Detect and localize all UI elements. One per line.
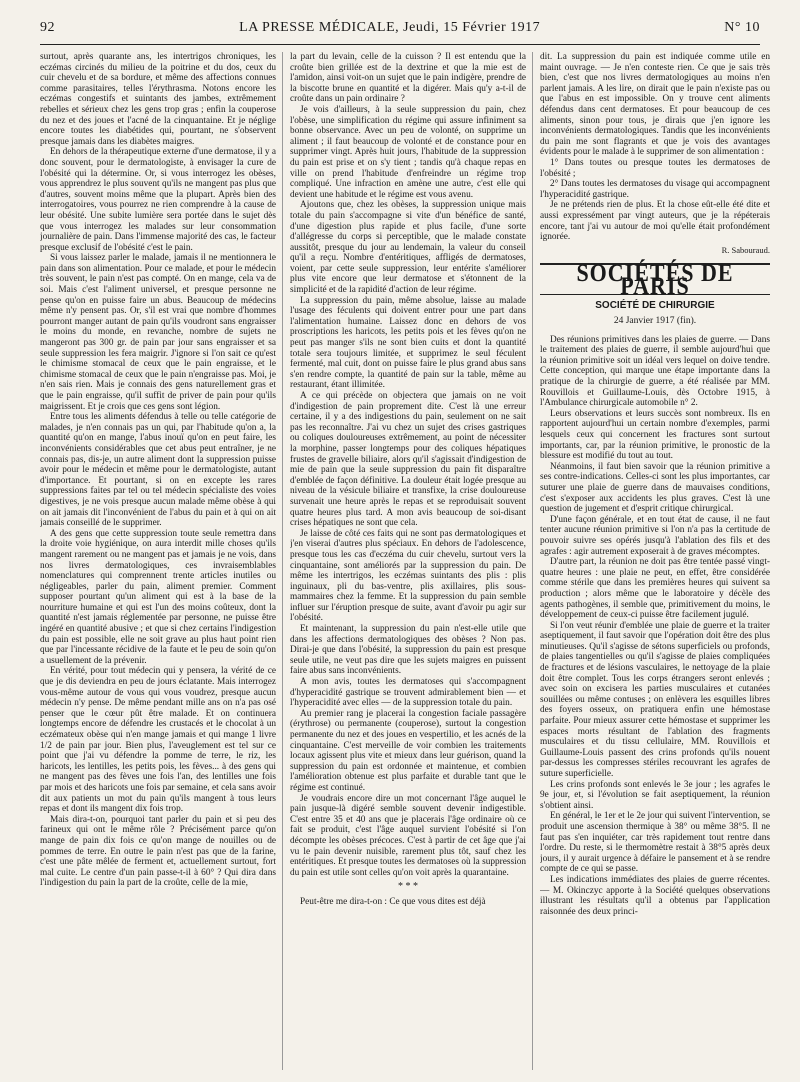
paragraph: Les indications immédiates des plaies de guerre récentes. — M. Okinczyc apporte à la Société quelques observations illustrant les résultats qu'il a obtenus par l'application raisonnée des deux princi- (540, 874, 770, 917)
paragraph: Néanmoins, il faut bien savoir que la réunion primitive a ses contre-indications. Celles-ci sont les plus importantes, car suturer une plaie de guerre dans de mauvaises conditions, c'est s'exposer aux accidents les plus graves. C'est là une question de jugement et d'esprit critique chirurgical. (540, 461, 770, 515)
paragraph: Au premier rang je placerai la congestion faciale passagère (érythrose) ou permanente (couperose), surtout la congestion permanente du nez et des joues en vespertilio, et les acnés de la cinquantaine. C'est merveille de voir combien les traitements locaux agissent plus vite et mieux dans leur guérison, quand la suppression du pain est ordonnée et maintenue, et combien l'amélioration obtenue est plus parfaite et durable tant que le régime est continué. (290, 708, 526, 793)
page-number: 92 (40, 20, 55, 35)
paragraph: Si vous laissez parler le malade, jamais il ne mentionnera le pain dans son alimentation. Pour ce malade, et pour le médecin très souvent, le pain n'est pas compté. On en mange, cela va de soi. Mais c'est l'aliment universel, et presque personne ne pense qu'on en puisse faire un abus. Beaucoup de médecins même n'y pensent pas. Or, s'il est vrai que nombre d'hommes pourront manger autant de pain qu'ils voudront sans engraisser le moins du monde, en revanche, nombre de sujets ne mangeront pas 300 gr. de pain par jour sans engraisser et sa seule suppression les fera maigrir. J'ignore si l'on sait ce qu'est le chimisme stomacal de ceux que le pain engraisse, et le chimisme stomacal de ceux que le pain n'engraisse pas. Moi, je n'en sais rien. Mais je connais des gens naturellement gras et que le pain engraisse, qu'il suffit de priver de pain pour qu'ils maigrissent. Et je crois que ces gens sont légion. (40, 253, 276, 412)
paragraph: Et maintenant, la suppression du pain n'est-elle utile que dans les affections dermatologiques des obèses ? Non pas. Dirai-je que dans l'obésité, la suppression du pain est presque seule utile, ne veut pas dire que les sujets maigres en puissent faire abus sans inconvénients. (290, 624, 526, 677)
paragraph: A ce qui précède on objectera que jamais on ne voit d'indigestion de pain proprement dite. C'est là une erreur certaine, il y a des indigestions du pain, seulement on ne sait pas les reconnaître. J'ai vu chez un sujet des crises gastriques ou coliques douloureuses extrêmement, au point de nécessiter la morphine, passer longtemps pour des coliques hépatiques frustes de gravelle biliaire, alors qu'il s'agissait d'indigestion de mie de pain que la seule suppression du pain fit disparaître d'emblée de façon définitive. La douleur était logée presque au niveau de la vésicule biliaire et transfixe, la crise douloureuse survenait une heure après le repas et se reproduisait souvent quatre heures plus tard. A mon avis beaucoup de soi-disant crises hépatiques ne sont que cela. (290, 391, 526, 529)
paragraph: Ajoutons que, chez les obèses, la suppression unique mais totale du pain s'accompagne si vite d'un bénéfice de santé, d'une digestion plus rapide et plus facile, d'une sorte d'allégresse du corps si perceptible, que le malade constate aussitôt, presque du jour au lendemain, la valeur du conseil qu'il a reçu. Nombre d'entéritiques, affligés de dermatoses, voient, par cette seule suppression, leur entérite s'améliorer plus vite encore que leur dermatose et s'étonnent de la simplicité et de la rapidité d'action de leur régime. (290, 200, 526, 296)
paragraph: Les crins profonds sont enlevés le 3e jour ; les agrafes le 9e jour, et, si l'évolution se fait aseptiquement, la réunion s'obtient ainsi. (540, 779, 770, 811)
paragraph: En dehors de la thérapeutique externe d'une dermatose, il y a donc souvent, pour le dermatologiste, à envisager la cure de l'obésité qui la détermine. Or, si vous interrogez les obèses, vous apprendrez le plus souvent qu'ils ne mangent pas plus que d'autres, souvent moins même que la plupart. Après bien des interrogatoires, vous pourrez ne rien comprendre à la cause de leur obésité. Une subite lumière sera portée dans le sujet dès que vous interrogez les malades sur leur consommation journalière de pain. Dans l'immense majorité des cas, le facteur presque exclusif de l'obésité c'est le pain. (40, 147, 276, 253)
column-separator (282, 52, 283, 1070)
paragraph: En vérité, pour tout médecin qui y pensera, la vérité de ce que je dis deviendra en peu de jours éclatante. Mais interrogez vous-même autour de vous qui vous voudrez, presque aucun médecin n'y pense. De même pendant mille ans on n'a pas osé penser que le cœur pût être malade. Et on continuera longtemps encore de défendre les crustacés et le chocolat à un eczémateux obèse qui n'en mange jamais et qui mange 1 livre 1/2 de pain par jour. Bien plus, l'aveuglement est tel sur ce point que j'ai vu défendre la pomme de terre, le riz, les haricots, les lentilles, les petits pois, les fèves... à des gens qui ne mangent pas des fèves une fois l'an, des lentilles une fois par mois et des haricots une fois par semaine, et cela sans avoir dit aux patients un mot du pain qu'ils mangent à tous leurs repas et dont ils mangent dix fois trop. (40, 666, 276, 815)
subsection-title: SOCIÉTÉ DE CHIRURGIE (595, 300, 715, 312)
section-title: SOCIÉTÉS DE PARIS (576, 258, 734, 300)
paragraph: Entre tous les aliments défendus à telle ou telle catégorie de malades, je n'en connais pas un qui, par l'habitude qu'on a, la quantité qu'on en mange, l'abus inouï qu'on en peut faire, les inconvénients considérables que cet abus peut entraîner, je ne connais pas, dis-je, un autre aliment dont la suppression puisse avoir pour le médecin et même pour le dermatologiste, autant d'importance. Et pourtant, si on en excepte les rares suppressions faites par tel ou tel médecin spécialiste des voies digestives, je ne vois presque aucun malade même obèse à qui on ait jamais dit l'inconvénient de l'abus du pain et à qui on ait jamais conseillé de le supprimer. (40, 412, 276, 529)
paragraph: A des gens que cette suppression toute seule remettra dans la droite voie hygiénique, on aura interdit mille choses qu'ils mangent rarement ou ne mangent pas et jamais je ne vois, dans nos livres dermatologiques, ces invraisemblables nomenclatures qui comprennent trente articles inutiles ou négligeables, parler du pain, aliment premier. Comment supposer pourtant qu'un aliment qui est à la base de la nourriture humaine et qui est l'un des moins coûteux, dont la quantité n'est jamais réglementée par personne, ne puisse être ingéré en quantité abusive ; et que si chez certains l'indigestion du pain est possible, elle ne soit grave au plus haut point rien que par l'incessante récidive de la faute et le peu de soin qu'on a usuellement de la prévenir. (40, 528, 276, 666)
issue-number: N° 10 (724, 20, 760, 35)
header-rule (40, 44, 760, 45)
column-separator (532, 52, 533, 1070)
paragraph: Je ne prétends rien de plus. Et la chose eût-elle été dite et aussi expressément par vingt auteurs, que je la répéterais encore, tant j'ai vu autour de moi qu'elle était profondément ignorée. (540, 200, 770, 243)
paragraph: Je vois d'ailleurs, à la seule suppression du pain, chez l'obèse, une simplification du régime qui assure infiniment sa bonne observance. Avec un peu de volonté, on supprime un aliment ; il faut beaucoup de volonté et de constance pour en supprimer vingt. Après huit jours, l'habitude de la suppression du pain est prise et on s'y tient ; tandis qu'à chaque repas en ville on prend l'habitude d'enfreindre un régime trop compliqué. Une infraction en amène une autre, c'est elle qui devient une habitude et le régime est vous avenu. (290, 104, 526, 200)
column-2 (290, 52, 526, 1070)
paragraph: Des réunions primitives dans les plaies de guerre. — Dans le traitement des plaies de guerre, il semble aujourd'hui que la réunion primitive soit un idéal vers lequel on doive tendre. Cette conception, qui marque une étape importante dans la pratique de la chirurgie de guerre, a été réalisée par MM. Rouvillois et Guillaume-Louis, dès Octobre 1915, à l'Ambulance chirurgicale automobile n° 2. (540, 334, 770, 409)
journal-title: LA PRESSE MÉDICALE, Jeudi, 15 Février 1917 (239, 20, 541, 35)
paragraph: A mon avis, toutes les dermatoses qui s'accompagnent d'hyperacidité gastrique se trouvent admirablement bien — et l'hyperacidité avec elles — de la suppression totale du pain. (290, 677, 526, 709)
page-header (40, 20, 760, 42)
paragraph: D'une façon générale, et en tout état de cause, il ne faut tenter aucune réunion primitive si l'on n'a pas la certitude de pouvoir suivre ses opérés jusqu'à l'ablation des fils et des agrafes : agir autrement exposerait à de graves mécomptes. (540, 514, 770, 557)
paragraph: Je voudrais encore dire un mot concernant l'âge auquel le pain jusque-là digéré semble souvent devenir indigestible. C'est entre 35 et 40 ans que je placerais l'âge ordinaire où ce fait se produit, c'est l'âge auquel survient l'obésité si l'on décompte les obèses précoces. C'est à partir de cet âge que j'ai vu le pain devenir nuisible, rarement plus tôt, sauf chez les entéritiques. Et presque toutes les dermatoses où la suppression du pain est utile sont celles qu'on voit après la quarantaine. (290, 793, 526, 878)
paragraph: En général, le 1er et le 2e jour qui suivent l'intervention, se produit une ascension thermique à 38° ou même 38°5. Il ne faut pas s'en inquiéter, car très rapidement tout rentre dans l'ordre. Du reste, si le thermomètre restait à 38°5 après deux jours, il y aurait urgence à défaire le pansement et à se rendre compte de ce qui se passe. (540, 811, 770, 875)
paragraph: Peut-être me dira-t-on : Ce que vous dites est déjà (300, 896, 486, 907)
session-date: 24 Janvier 1917 (fin). (613, 316, 697, 327)
paragraph: La suppression du pain, même absolue, laisse au malade l'usage des féculents qui doivent entrer pour une part dans l'alimentation humaine. Laissez donc en dehors de vos proscriptions les haricots, les petits pois et les fèves qu'on ne peut pas manger s'ils ne sont bien cuits et dont la quantité totale sera toujours limitée, et supprimez le seul féculent fermenté, mal cuit, dont on puisse faire le plus grand abus sans s'en rendre compte, la quantité de pain sur la table, même au restaurant, étant illimitée. (290, 295, 526, 391)
paragraph: Je laisse de côté ces faits qui ne sont pas dermatologiques et j'en viserai d'autres plus spéciaux. En dehors de l'adolescence, presque tous les cas d'eczéma du cuir chevelu, surtout vers la cinquantaine, sont améliorés par la suppression du pain. De même les intertrigos, les eczémas suintants des plis : plis inguinaux, pli du bas-ventre, plis axillaires, plis sous-mammaires chez la femme. Et la suppression du pain semble influer sur l'éruption presque de suite, avant d'avoir pu agir sur l'obésité. (290, 528, 526, 624)
column-1 (40, 52, 276, 1070)
paragraph: dit. La suppression du pain est indiquée comme utile en maint ouvrage. — Je n'en conteste rien. Ce que je sais très bien, c'est que nos livres dermatologiques au moins n'en parlent jamais. A les lire, on dirait que le pain n'existe pas ou que l'abus en est impossible. On y trouve cent aliments défendus dans cent dermatoses. Et pour beaucoup de ces aliments, sinon pour tous, je dirais que j'en ignore les inconvénients dermatologiques. Tandis que les inconvénients du pain me sont flagrants et que je vois des avantages évidents pour le malade à le supprimer de son alimentation : (540, 52, 770, 158)
paragraph: Mais dira-t-on, pourquoi tant parler du pain et si peu des farineux qui ont le même rôle ? Précisément parce qu'on mange de pain dix fois ce qu'on mange de nouilles ou de pommes de terre. En outre le pain n'est pas que de la farine, c'est une pâte mêlée de ferment et, actuellement surtout, fort mal cuite. Le centre d'un pain passe-t-il à 60° ? Qui dira dans l'indigestion du pain la part de la croûte, celle de la mie, (40, 814, 276, 889)
section-stars: * * * (398, 881, 418, 893)
list-item: 1° Dans toutes ou presque toutes les dermatoses de l'obésité ; (540, 157, 770, 179)
author-signature: R. Sabouraud. (721, 244, 770, 255)
paragraph: surtout, après quarante ans, les intertrigos chroniques, les eczémas circinés du milieu de la poitrine et du dos, ceux du cuir chevelu et de sa bordure, et même des affections connues comme parasitaires, telles l'érythrasma. Notons encore les eczémas congestifs et suintants des jambes, extrêmement rebelles et sérieux chez les gens trop gras ; enfin la couperose du nez et des joues et l'acné de la cinquantaine. Et je néglige encore toutes les diabétides qui, pourtant, ne s'observent presque jamais dans les diabètes maigres. (40, 52, 276, 147)
paragraph: Si l'on veut réunir d'emblée une plaie de guerre et la traiter aseptiquement, il faut savoir que l'opération doit être des plus minutieuses. Qu'il s'agisse de sétons superficiels ou profonds, de plaies tangentielles ou qu'il s'agisse de plaies compliquées de fractures et de lésions vasculaires, le nettoyage de la plaie doit être complet. Tous les corps étrangers seront enlevés ; avec soin on excisera les parties musculaires et cutanées souillées ou même contuses ; on enlèvera les esquilles libres des foyers osseux, on pratiquera enfin une hémostase parfaite. Pour mieux assurer cette hémostase et supprimer les espaces morts résultant de l'ablation des fragments musculaires et du tissu cellulaire, MM. Rouvillois et Guillaume-Louis passent des crins profonds qu'ils nouent par-dessus les compresses stériles recouvrant les agrafes de suture superficielle. (540, 620, 770, 779)
paragraph: D'autre part, la réunion ne doit pas être tentée passé vingt-quatre heures : une plaie ne peut, en effet, être considérée comme stérile que dans les premières heures qui suivent sa production ; alors même que le laboratoire y décèle des agents pathogènes, il semble que, primitivement du moins, le développement de ceux-ci puisse être facilement jugulé. (540, 557, 770, 621)
column-3 (540, 52, 770, 1070)
paragraph: la part du levain, celle de la cuisson ? Il est entendu que la croûte bien grillée est de la dextrine et que la mie est de l'amidon, ainsi voit-on un sujet que le pain indigère, prendre de la biscotte brune en quantité et la digérer. Mais qu'y a-t-il de croûte dans un pain ordinaire ? (290, 52, 526, 105)
list-item: 2° Dans toutes les dermatoses du visage qui accompagnent l'hyperacidité gastrique. (540, 179, 770, 200)
paragraph: Leurs observations et leurs succès sont nombreux. Ils en rapportent aujourd'hui un certain nombre d'exemples, parmi lesquels ceux qui concernent les fractures sont surtout importants, car, par la réunion primitive, le pronostic de la blessure est modifié du tout au tout. (540, 408, 770, 462)
